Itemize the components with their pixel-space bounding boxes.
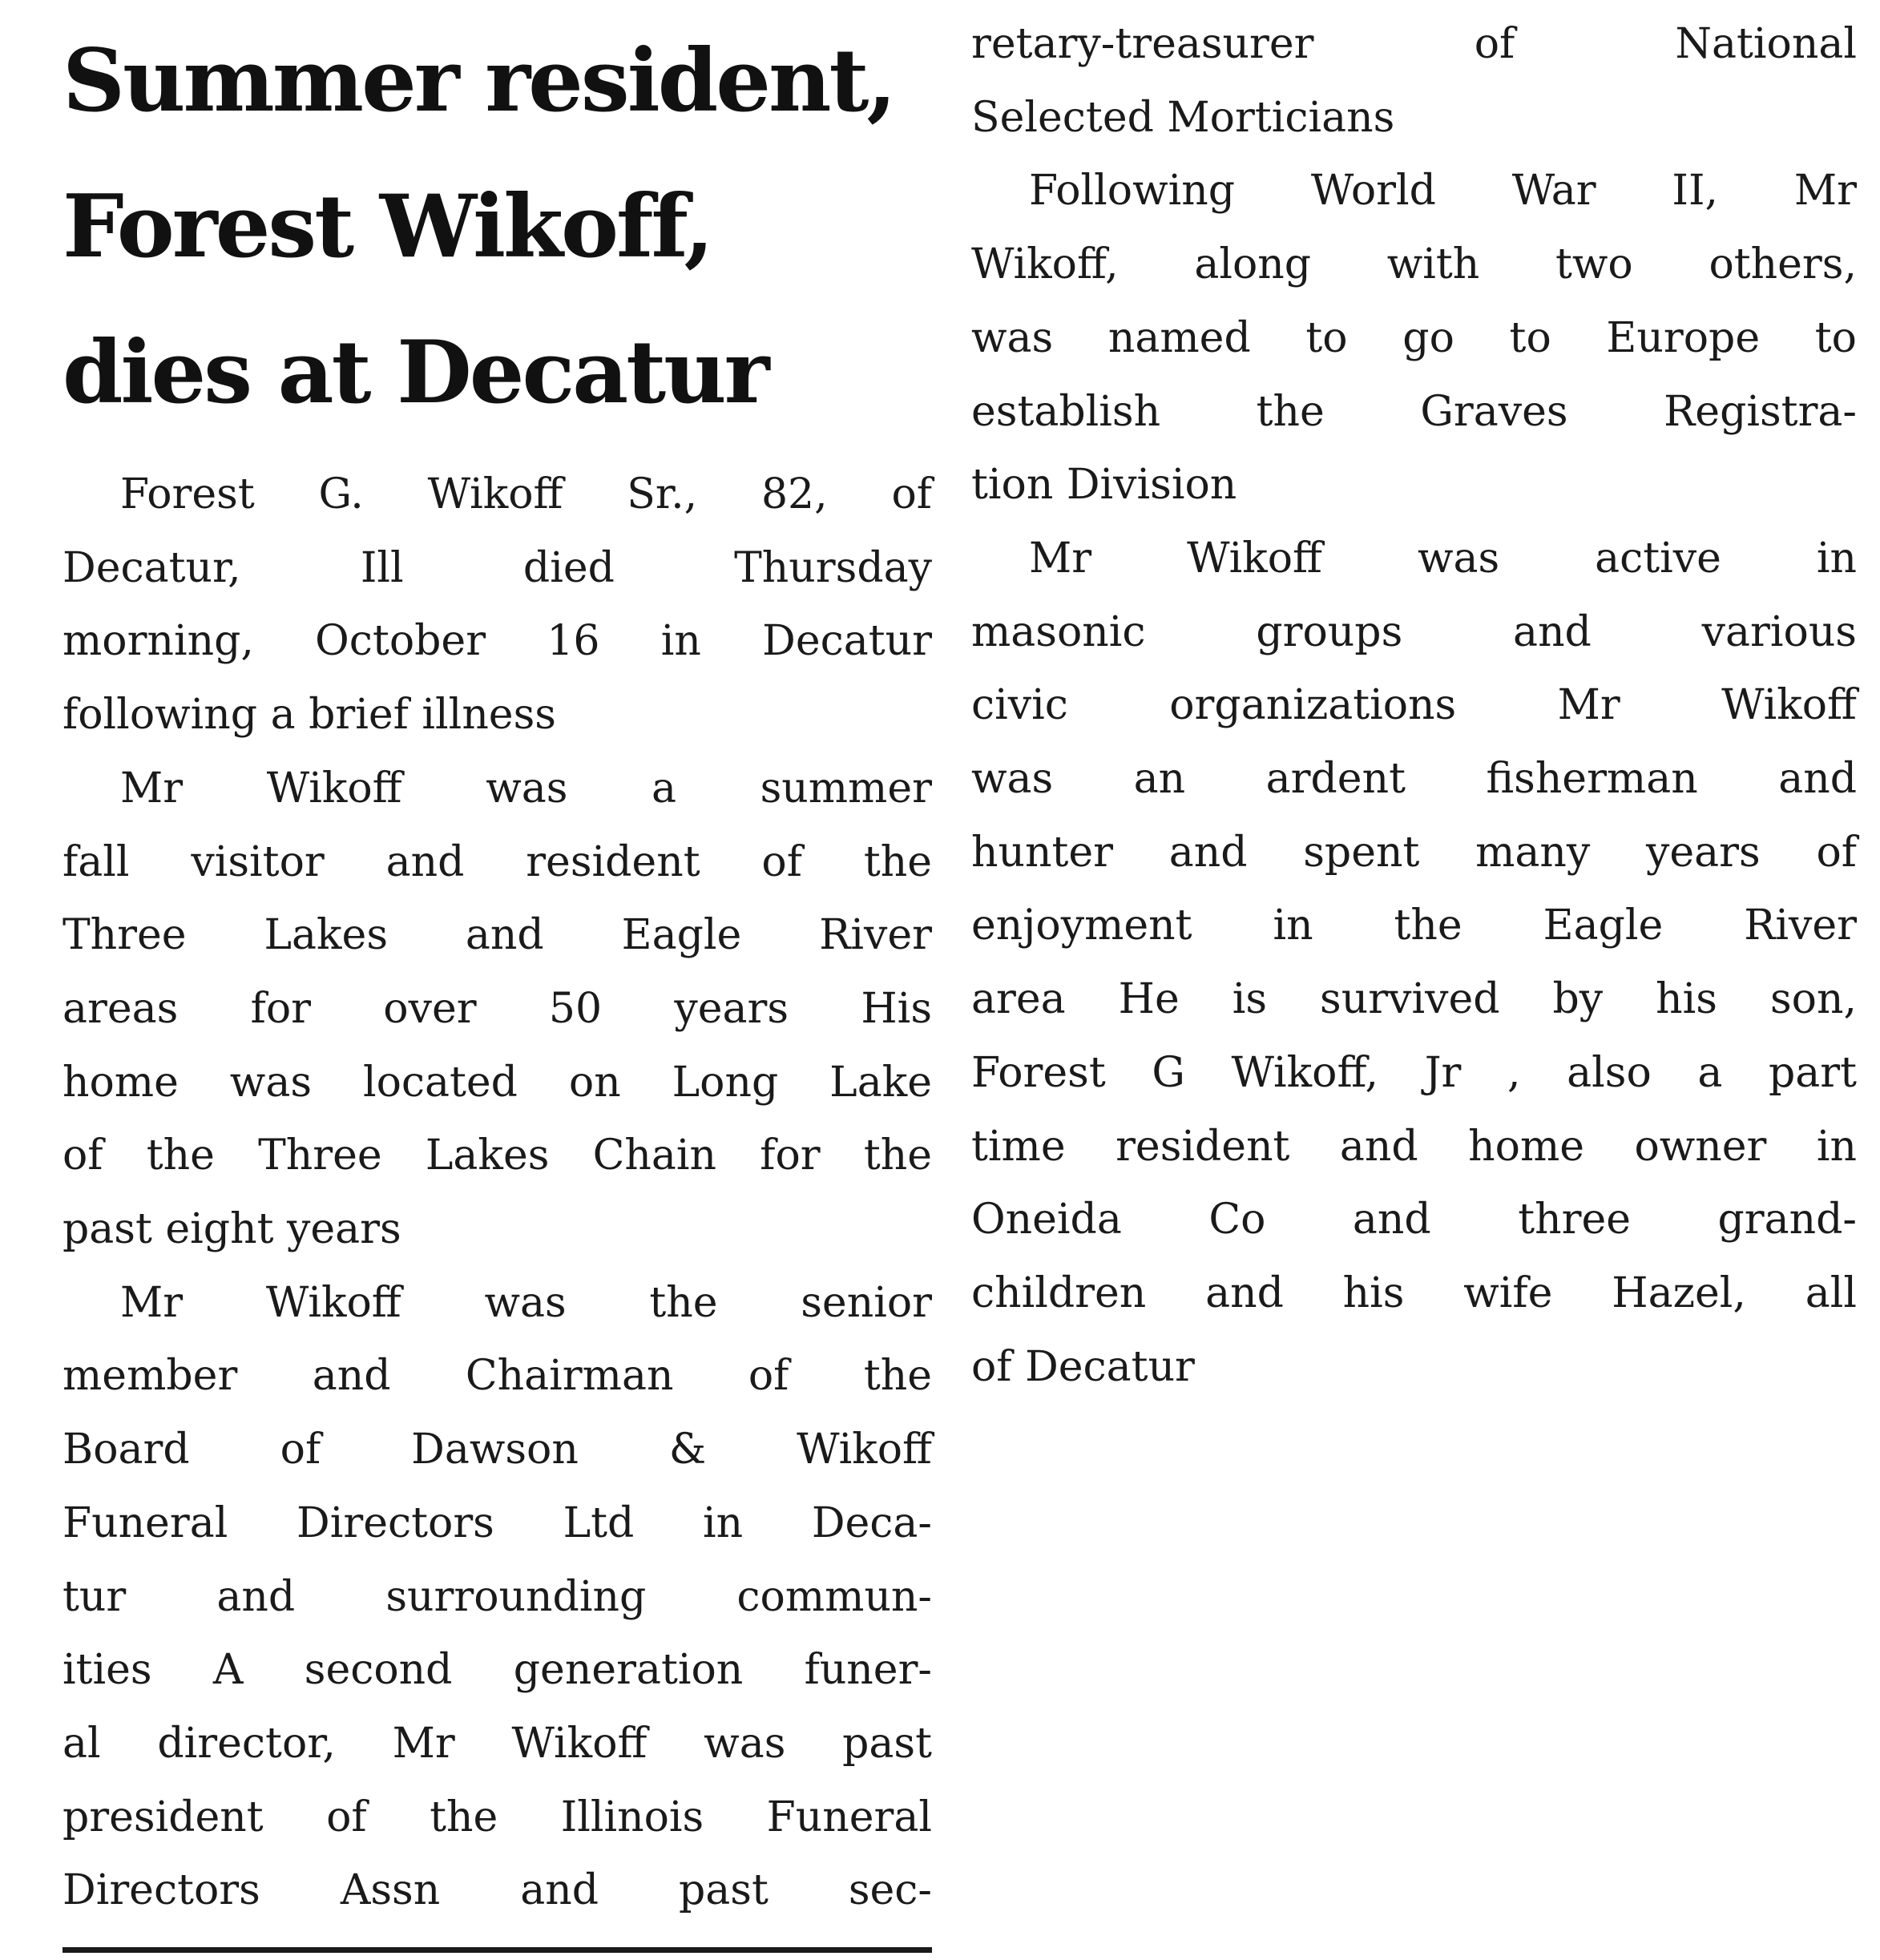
text-line: Wikoff, along with two others, <box>971 240 1857 289</box>
text-line: Mr Wikoff was a summer <box>120 764 932 813</box>
text-line: Three Lakes and Eagle River <box>63 911 932 960</box>
text-line: past eight years <box>63 1205 401 1254</box>
headline-line: Summer resident, <box>63 30 894 131</box>
text-line: area He is survived by his son, <box>971 975 1857 1024</box>
text-line: masonic groups and various <box>971 607 1857 656</box>
headline <box>63 8 932 446</box>
text-line: Following World War II, Mr <box>1029 167 1857 216</box>
text-line: of Decatur <box>971 1342 1195 1391</box>
text-line: areas for over 50 years His <box>63 984 932 1033</box>
text-line: children and his wife Hazel, all <box>971 1268 1857 1317</box>
paragraph-death-notice <box>63 458 932 752</box>
paragraph-activities-survivors <box>971 522 1857 1404</box>
left-column <box>63 0 932 1928</box>
text-line: Mr Wikoff was active in <box>1029 534 1857 583</box>
text-line: Board of Dawson & Wikoff <box>63 1426 932 1474</box>
text-line: al director, Mr Wikoff was past <box>63 1719 932 1768</box>
paragraph-summer-resident <box>63 752 932 1267</box>
text-line: member and Chairman of the <box>63 1352 932 1401</box>
text-line: hunter and spent many years of <box>971 828 1857 877</box>
text-line: Mr Wikoff was the senior <box>120 1278 932 1327</box>
text-line: retary-treasurer of National <box>971 20 1857 68</box>
paragraph-career <box>63 1267 932 1928</box>
text-line: Forest G. Wikoff Sr., 82, of <box>120 470 932 518</box>
bottom-rule <box>63 1947 932 1953</box>
right-column <box>971 0 1857 1404</box>
text-line: enjoyment in the Eagle River <box>971 901 1857 950</box>
text-line: civic organizations Mr Wikoff <box>971 681 1857 730</box>
text-line: ities A second generation funer- <box>63 1646 932 1695</box>
headline-line: Forest Wikoff, <box>63 176 712 277</box>
paragraph-world-war <box>971 155 1857 522</box>
text-line: morning, October 16 in Decatur <box>63 617 932 666</box>
text-line: tion Division <box>971 461 1237 510</box>
text-line: Decatur, Ill died Thursday <box>63 543 932 592</box>
text-line: Directors Assn and past sec- <box>63 1866 932 1915</box>
text-line: Selected Morticians <box>971 93 1395 142</box>
text-line: tur and surrounding commun- <box>63 1572 932 1621</box>
text-line: time resident and home owner in <box>971 1122 1857 1171</box>
text-line: Oneida Co and three grand- <box>971 1196 1857 1244</box>
text-line: Funeral Directors Ltd in Deca- <box>63 1498 932 1547</box>
text-line: home was located on Long Lake <box>63 1058 932 1107</box>
paragraph-career-continued <box>971 8 1857 155</box>
text-line: establish the Graves Registra- <box>971 387 1857 436</box>
headline-line: dies at Decatur <box>63 322 768 423</box>
text-line: Forest G Wikoff, Jr , also a part <box>971 1048 1857 1097</box>
text-line: was an ardent fisherman and <box>971 755 1857 804</box>
text-line: fall visitor and resident of the <box>63 837 932 886</box>
text-line: was named to go to Europe to <box>971 313 1857 362</box>
text-line: president of the Illinois Funeral <box>63 1793 932 1841</box>
text-line: following a brief illness <box>63 691 556 740</box>
text-line: of the Three Lakes Chain for the <box>63 1131 932 1180</box>
